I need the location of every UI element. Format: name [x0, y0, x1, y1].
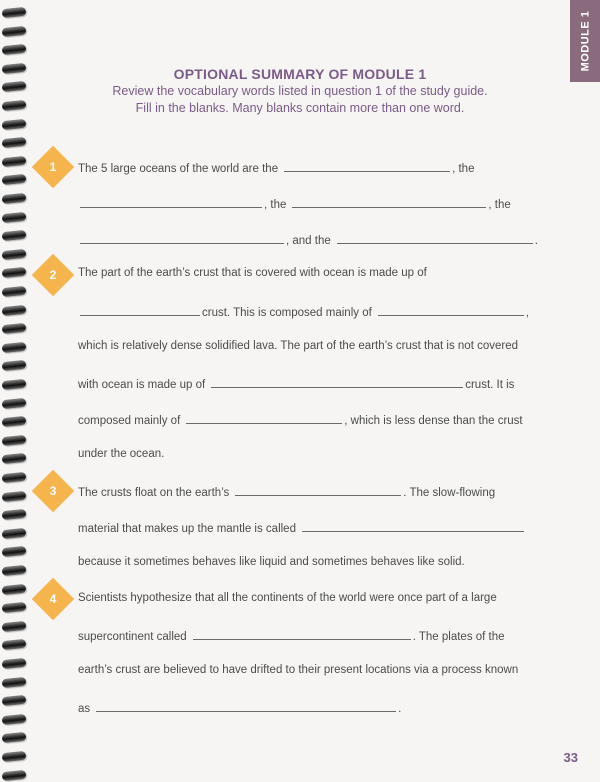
spiral-coil	[2, 732, 27, 743]
question-4-number: 4	[49, 592, 57, 606]
spiral-coil	[2, 304, 27, 315]
q1-blank-ocean-3[interactable]	[292, 196, 486, 208]
q3-blank-mantle[interactable]	[235, 484, 401, 496]
q2-text: ,	[525, 307, 529, 319]
spiral-coil	[2, 639, 27, 650]
spiral-coil	[2, 769, 27, 780]
q3-text: because it sometimes behaves like liquid and sometimes behaves like solid.	[78, 556, 465, 568]
q1-blank-ocean-2[interactable]	[80, 196, 262, 208]
q2-text: with ocean is made up of	[78, 379, 206, 391]
q2-line-1	[78, 267, 427, 283]
spiral-coil	[2, 25, 27, 36]
q2-text: crust. This is composed mainly of	[202, 307, 372, 319]
spiral-coil	[2, 174, 27, 185]
spiral-coil	[2, 546, 27, 557]
q3-text: material that makes up the mantle is called	[78, 523, 296, 535]
spiral-coil	[2, 751, 27, 762]
q4-text: as	[78, 703, 91, 715]
spiral-coil	[2, 342, 27, 353]
spiral-coil	[2, 583, 27, 594]
q1-text: , the	[488, 199, 511, 211]
q2-line-3	[78, 340, 518, 356]
question-2-number: 2	[49, 268, 57, 282]
spiral-coil	[2, 44, 27, 55]
q2-blank-oceanic-crust[interactable]	[80, 304, 200, 316]
q1-blank-ocean-5[interactable]	[337, 232, 533, 244]
spiral-coil	[2, 156, 27, 167]
q3-line-2	[78, 520, 526, 536]
q1-text: .	[534, 235, 538, 247]
instruction-line-2: Fill in the blanks. Many blanks contain more than one word.	[135, 101, 465, 115]
page-title: OPTIONAL SUMMARY OF MODULE 1	[173, 66, 427, 82]
q2-blank-oceanic-material[interactable]	[378, 304, 524, 316]
spiral-coil	[2, 676, 27, 687]
module-tab-label: MODULE 1	[579, 10, 591, 72]
spiral-coil	[2, 397, 27, 408]
spiral-coil	[2, 118, 27, 129]
spiral-coil	[2, 602, 27, 613]
spiral-coil	[2, 509, 27, 520]
spiral-coil	[2, 416, 27, 427]
q3-blank-plastic[interactable]	[302, 520, 524, 532]
q1-line-2	[78, 196, 511, 212]
q4-line-4	[78, 700, 401, 716]
q3-text: The crusts float on the earth’s	[78, 487, 230, 499]
q2-line-2	[78, 304, 529, 320]
spiral-coil	[2, 360, 27, 371]
q1-line-1	[78, 160, 474, 176]
q4-text: supercontinent called	[78, 631, 187, 643]
q2-line-4	[78, 376, 514, 392]
q1-text: , the	[452, 163, 475, 175]
spiral-coil	[2, 211, 27, 222]
q1-blank-ocean-1[interactable]	[284, 160, 450, 172]
spiral-coil	[2, 528, 27, 539]
q1-text: , the	[264, 199, 287, 211]
instruction-line-1: Review the vocabulary words listed in question 1 of the study guide.	[112, 84, 488, 98]
q4-line-2	[78, 628, 505, 644]
q4-line-3	[78, 664, 518, 680]
q4-line-1	[78, 592, 497, 608]
spiral-coil	[2, 658, 27, 669]
spiral-coil	[2, 323, 27, 334]
spiral-coil	[2, 453, 27, 464]
spiral-coil	[2, 695, 27, 706]
q2-text: crust. It is	[465, 379, 515, 391]
spiral-coil	[2, 565, 27, 576]
spiral-coil	[2, 137, 27, 148]
q4-text: .	[398, 703, 402, 715]
q2-text: , which is less dense than the crust	[344, 415, 523, 427]
q4-blank-supercontinent[interactable]	[193, 628, 411, 640]
q3-line-3	[78, 556, 465, 572]
q2-text: composed mainly of	[78, 415, 181, 427]
q2-text: under the ocean.	[78, 448, 165, 460]
q2-text: which is relatively dense solidified lava. The part of the earth’s crust that is not covered	[78, 340, 518, 352]
q1-text: The 5 large oceans of the world are the	[78, 163, 279, 175]
question-1-number: 1	[49, 160, 57, 174]
spiral-coil	[2, 435, 27, 446]
q1-blank-ocean-4[interactable]	[80, 232, 284, 244]
spiral-coil	[2, 490, 27, 501]
spiral-coil	[2, 7, 27, 18]
q4-text: . The plates of the	[412, 631, 505, 643]
spiral-coil	[2, 193, 27, 204]
q1-text: , and the	[286, 235, 331, 247]
q3-line-1	[78, 484, 495, 500]
spiral-coil	[2, 286, 27, 297]
question-3-number: 3	[49, 484, 57, 498]
spiral-coil	[2, 714, 27, 725]
q3-text: . The slow-flowing	[403, 487, 496, 499]
q2-line-6	[78, 448, 164, 464]
spiral-coil	[2, 267, 27, 278]
q4-blank-continental-drift[interactable]	[96, 700, 396, 712]
spiral-binding	[0, 0, 30, 782]
q2-blank-continental-material[interactable]	[186, 412, 342, 424]
spiral-coil	[2, 249, 27, 260]
q2-text: The part of the earth’s crust that is covered with ocean is made up of	[78, 267, 427, 279]
spiral-coil	[2, 472, 27, 483]
page-number: 33	[563, 750, 578, 765]
q2-line-5	[78, 412, 523, 428]
spiral-coil	[2, 621, 27, 632]
spiral-coil	[2, 379, 27, 390]
q2-blank-continental-crust[interactable]	[211, 376, 463, 388]
q4-text: earth’s crust are believed to have drifted to their present locations via a process known	[78, 664, 519, 676]
q1-line-3	[78, 232, 538, 248]
q4-text: Scientists hypothesize that all the continents of the world were once part of a large	[78, 592, 497, 604]
spiral-coil	[2, 230, 27, 241]
